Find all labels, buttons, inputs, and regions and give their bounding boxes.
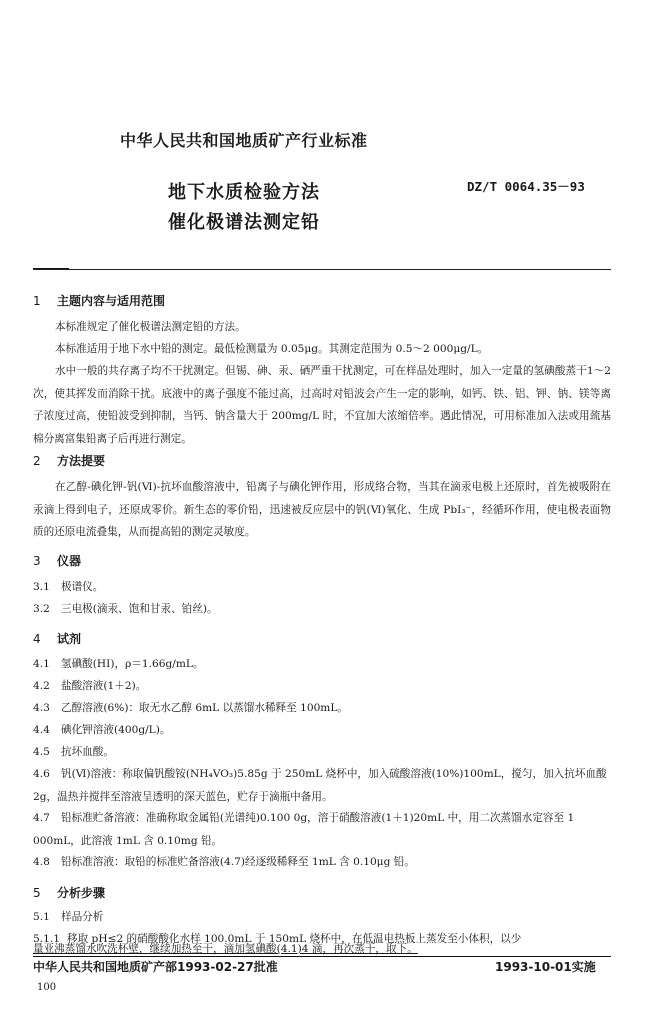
section-1-paragraph-2: 本标准适用于地下水中铅的测定。最低检测量为 0.05μg。其测定范围为 0.5～2 000μg/L。 — [55, 343, 489, 355]
section-title: 主题内容与适用范围 — [57, 294, 166, 308]
page-number: 100 — [37, 982, 57, 993]
approval-text: 中华人民共和国地质矿产部1993-02-27批准 — [33, 960, 278, 974]
list-item: 4.8 铅标准溶液：取铅的标准贮备溶液(4.7)经逐级稀释至 1mL 含 0.10μg 铅。 — [33, 856, 415, 868]
section-title: 仪器 — [57, 554, 82, 568]
section-title: 分析步骤 — [57, 886, 106, 900]
list-item: 4.5 抗坏血酸。 — [33, 746, 114, 758]
list-item: 4.2 盐酸溶液(1＋2)。 — [33, 680, 147, 692]
list-item: 4.6 钒(Ⅵ)溶液：称取偏钒酸铵(NH₄VO₃)5.85g 于 250mL 烧杯中，加入硫酸溶液(10%)100mL，搅匀，加入抗坏血酸 2g，温热并搅拌至溶液呈透明的深天蓝色，贮存于滴瓶中备用。 — [33, 768, 607, 803]
list-item: 5.1.1 移取 pH≤2 的硝酸酸化水样 100.0mL 于 150mL 烧杯中，在低温电热板上蒸发至小体积，以少 — [33, 933, 522, 945]
section-1-heading — [33, 292, 165, 309]
list-item: 4.3 乙醇溶液(6%)：取无水乙醇 6mL 以蒸馏水稀释至 100mL。 — [33, 702, 348, 714]
section-2-paragraph-1: 在乙醇-碘化钾-钒(Ⅵ)-抗坏血酸溶液中，铅离子与碘化钾作用，形成络合物，当其在滴汞电极上还原时，首先被吸附在汞滴上得到电子，还原成零价。新生态的零价铅，迅速被反应层中的钒(Ⅵ)氧化、生成 PbI₃⁻，经循环作用，使电极表面物质的还原电流叠集，从而提高铅的测定灵敏度。 — [33, 481, 611, 538]
section-3-heading — [33, 552, 81, 569]
list-item: 3.2 三电极(滴汞、饱和甘汞、铂丝)。 — [33, 603, 218, 615]
section-5-heading — [33, 884, 105, 901]
section-title: 试剂 — [57, 632, 82, 646]
doc-title-line2: 催化极谱法测定铅 — [168, 212, 320, 233]
section-number: 4 — [33, 632, 41, 646]
list-item: 4.1 氢碘酸(HI)，ρ＝1.66g/mL。 — [33, 658, 204, 670]
standard-code: DZ/T 0064.35－93 — [467, 179, 585, 194]
section-number: 5 — [33, 886, 41, 900]
section-title: 方法提要 — [57, 454, 106, 468]
implementation-date: 1993-10-01实施 — [495, 960, 596, 974]
section-4-heading — [33, 630, 81, 647]
section-1-paragraph-3: 水中一般的共存离子均不干扰测定。但锡、砷、汞、硒严重干扰测定，可在样品处理时，加入一定量的氢碘酸蒸干1～2次，使其挥发而消除干扰。底液中的离子强度不能过高，过高时对铅波会产生一定的影响，如钙、铁、铝、钾、钠、镁等离子浓度过高，使铅波受到抑制，当钙、钠含量大于 200mg/L 时，不宜加大浓缩倍率。遇此情况，可用标准加入法或用巯基棉分离富集铅离子后再进行测定。 — [33, 365, 611, 445]
list-item-continuation: 量亚沸蒸馏水吹洗杯壁，继续加热至干，滴加氢碘酸(4.1)4 滴，再次蒸干，取下。 — [33, 943, 418, 955]
doc-title-line1: 地下水质检验方法 — [168, 182, 320, 203]
list-item: 5.1 样品分析 — [33, 911, 104, 923]
footer-rule — [33, 956, 611, 957]
section-2-heading — [33, 452, 105, 469]
org-title: 中华人民共和国地质矿产行业标准 — [120, 131, 368, 150]
section-1-paragraph-1: 本标准规定了催化极谱法测定铅的方法。 — [55, 321, 246, 333]
section-number: 2 — [33, 454, 41, 468]
list-item: 3.1 极谱仪。 — [33, 581, 104, 593]
list-item: 4.4 碘化钾溶液(400g/L)。 — [33, 724, 171, 736]
list-item: 4.7 铅标准贮备溶液：准确称取金属铅(光谱纯)0.100 0g，溶于硝酸溶液(1＋1)20mL 中，用二次蒸馏水定容至 1 000mL，此溶液 1mL 含 0.10mg 铅。 — [33, 812, 575, 847]
header-rule — [33, 269, 611, 270]
section-number: 3 — [33, 554, 41, 568]
section-number: 1 — [33, 294, 41, 308]
